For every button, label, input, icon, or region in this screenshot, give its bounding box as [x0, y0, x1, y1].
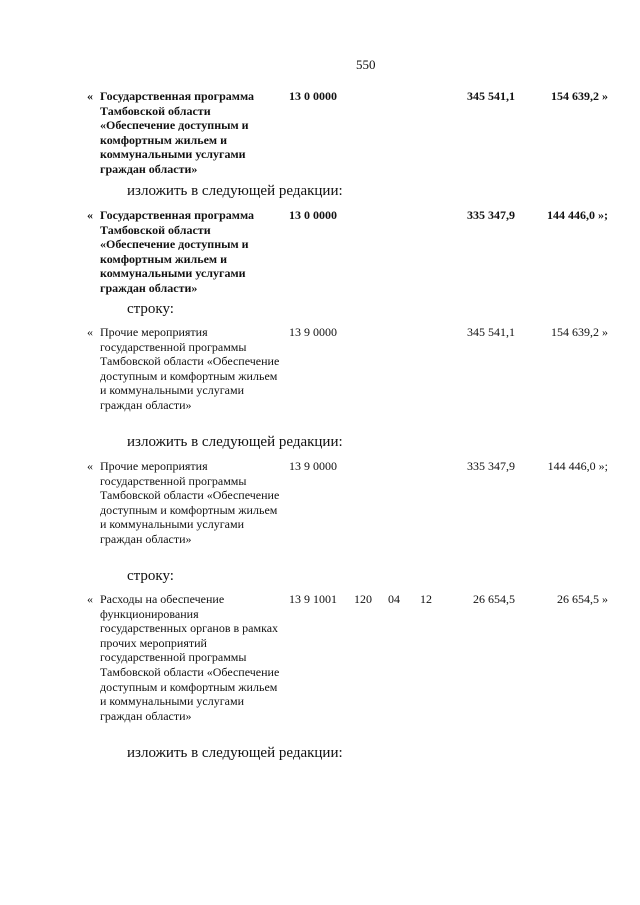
instruction-stroku: строку: [127, 568, 174, 584]
row-name: Расходы на обеспечение функционирования государственных органов в рамках прочих мероприятий государственной программы Тамбовской области «Обеспечение доступным и комфортным жильем и коммунальными услугами граждан области» [100, 592, 280, 723]
row-code: 13 9 0000 [289, 325, 337, 339]
row-vr: 120 [354, 592, 372, 606]
page-number: 550 [356, 57, 376, 72]
row-value-1: 335 347,9 [467, 208, 515, 222]
row-code: 13 9 0000 [289, 459, 337, 473]
row-value-2: 154 639,2 » [551, 325, 608, 339]
row-code: 13 0 0000 [289, 208, 337, 222]
row-name: Прочие мероприятия государственной программы Тамбовской области «Обеспечение доступным и комфортным жильем и коммунальными услугами граждан области» [100, 325, 280, 412]
row-code: 13 0 0000 [289, 89, 337, 103]
open-quote: « [87, 325, 93, 339]
open-quote: « [87, 208, 93, 222]
row-pr: 12 [420, 592, 432, 606]
row-rz: 04 [388, 592, 400, 606]
row-value-2: 144 446,0 »; [547, 208, 608, 222]
row-value-2: 154 639,2 » [551, 89, 608, 103]
instruction-edit: изложить в следующей редакции: [127, 745, 343, 761]
open-quote: « [87, 459, 93, 473]
row-value-2: 144 446,0 »; [547, 459, 608, 473]
row-value-2: 26 654,5 » [557, 592, 608, 606]
instruction-edit: изложить в следующей редакции: [127, 434, 343, 450]
open-quote: « [87, 89, 93, 103]
row-name: Государственная программа Тамбовской области «Обеспечение доступным и комфортным жильем и коммунальными услугами граждан области» [100, 89, 255, 176]
row-name: Прочие мероприятия государственной программы Тамбовской области «Обеспечение доступным и комфортным жильем и коммунальными услугами граждан области» [100, 459, 280, 546]
open-quote: « [87, 592, 93, 606]
row-value-1: 335 347,9 [467, 459, 515, 473]
row-name: Государственная программа Тамбовской области «Обеспечение доступным и комфортным жильем и коммунальными услугами граждан области» [100, 208, 255, 295]
row-value-1: 345 541,1 [467, 325, 515, 339]
row-value-1: 345 541,1 [467, 89, 515, 103]
instruction-edit: изложить в следующей редакции: [127, 183, 343, 199]
row-value-1: 26 654,5 [473, 592, 515, 606]
instruction-stroku: строку: [127, 301, 174, 317]
row-code: 13 9 1001 [289, 592, 337, 606]
